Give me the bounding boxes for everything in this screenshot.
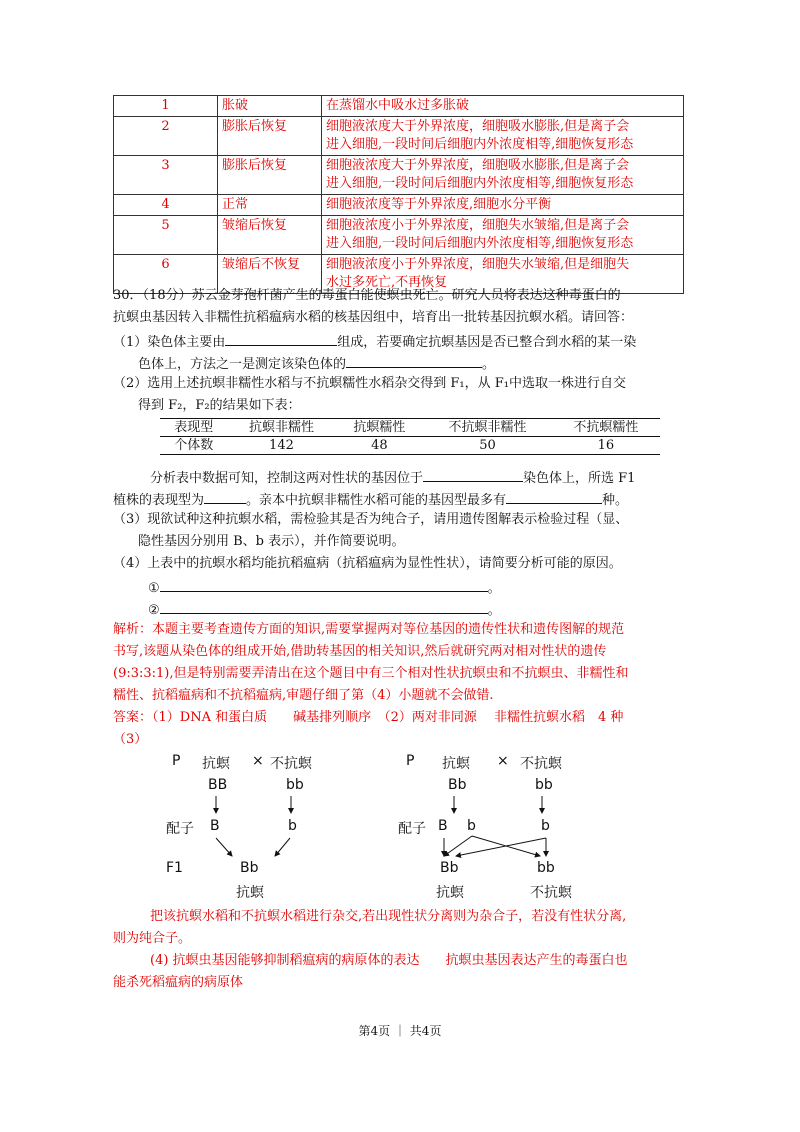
gamete-label: 配子 (166, 821, 194, 837)
reason-line: 细胞液浓度小于外界浓度，细胞失水皱缩,但是离子会 (326, 218, 630, 233)
gamete-b-dominant: B (210, 818, 220, 834)
part4-line-2: 能杀死稻瘟病的病原体 (113, 975, 244, 990)
answer-line-1: 答案：（1）DNA 和蛋白质 碱基排列顺序 （2）两对非同源 非糯性抗螟水稻 4 种 (113, 710, 624, 725)
page-footer: 第4页 ｜ 共4页 (358, 1024, 442, 1038)
cell-state: 膨胀后恢复 (218, 117, 322, 156)
offspring-1-genotype: Bb (440, 860, 459, 876)
offspring-1-phenotype: 抗螟 (436, 885, 464, 901)
row-number: 2 (114, 117, 218, 156)
phenotype-count: 16 (552, 437, 660, 455)
reason-line: 进入细胞,一段时间后细胞内外浓度相等,细胞恢复形态 (326, 176, 634, 191)
reason-line: 细胞液浓度小于外界浓度，细胞失水皱缩,但是细胞失 (326, 257, 630, 272)
gamete-label: 配子 (398, 821, 426, 837)
parent1-genotype: BB (208, 777, 228, 793)
gamete-b-recessive: b (541, 818, 550, 834)
row-number: 3 (114, 156, 218, 195)
cell-state: 胀破 (218, 96, 322, 117)
f1-label: F1 (166, 860, 183, 876)
phenotype-header: 抗螟非糯性 (227, 419, 335, 437)
f1-genotype: Bb (240, 860, 259, 876)
cell-state: 皱缩后恢复 (218, 216, 322, 255)
q30-line-12: ① 。 (148, 577, 501, 598)
reason-line: 细胞液浓度等于外界浓度,细胞水分平衡 (326, 197, 552, 212)
offspring-2-genotype: bb (537, 860, 555, 876)
row-number: 5 (114, 216, 218, 255)
analysis-line-2: 书写,该题从染色体的组成开始,借助转基因的相关知识,然后就研究两对相对性状的遗传 (113, 644, 607, 659)
row-number: 4 (114, 195, 218, 216)
q30-line-2: 抗螟虫基因转入非糯性抗稻瘟病水稻的核基因组中，培育出一批转基因抗螟水稻。请回答： (113, 310, 634, 325)
q30-line-3: （1）染色体主要由 组成，若要确定抗螟基因是否已整合到水稻的某一染 (113, 331, 636, 352)
cell-state: 皱缩后不恢复 (218, 255, 322, 294)
q30-line-13: ② 。 (148, 599, 501, 620)
parent1-genotype: Bb (448, 777, 467, 793)
conclusion-line-1: 把该抗螟水稻和不抗螟水稻进行杂交,若出现性状分离则为杂合子，若没有性状分离, (150, 909, 627, 924)
analysis-line-4: 糯性、抗稻瘟病和不抗稻瘟病,审题仔细了第（4）小题就不会做错. (113, 688, 494, 703)
reason-line: 细胞液浓度大于外界浓度，细胞吸水膨胀,但是离子会 (326, 158, 630, 173)
phenotype-count: 142 (227, 437, 335, 455)
row-number: 6 (114, 255, 218, 294)
phenotype-header: 表现型 (160, 419, 227, 437)
parent1-phenotype: 抗螟 (202, 756, 230, 772)
phenotype-header: 抗螟糯性 (336, 419, 424, 437)
answer-line-2: （3） (113, 732, 148, 747)
row-number: 1 (114, 96, 218, 117)
conclusion-line-2: 则为纯合子。 (113, 931, 192, 946)
q30-line-7: 分析表中数据可知，控制这两对性状的基因位于 染色体上，所选 F1 (150, 467, 635, 488)
q30-line-9: （3）现欲试种这种抗螟水稻，需检验其是否为纯合子，请用遗传图解表示检验过程（显、 (113, 512, 629, 527)
q30-line-8: 植株的表现型为 。亲本中抗螟非糯性水稻可能的基因型最多有 种。 (113, 489, 628, 510)
f1-phenotype: 抗螟 (236, 885, 264, 901)
parent2-phenotype: 不抗螟 (270, 756, 312, 772)
q30-line-11: （4）上表中的抗螟水稻均能抗稻瘟病（抗稻瘟病为显性性状），请简要分析可能的原因。 (113, 556, 622, 571)
generation-p-label: P (172, 753, 181, 769)
phenotype-header: 不抗螟非糯性 (423, 419, 552, 437)
gamete-b-recessive: b (467, 818, 476, 834)
phenotype-count: 48 (336, 437, 424, 455)
phenotype-count: 50 (423, 437, 552, 455)
cross-symbol: × (252, 753, 264, 769)
analysis-line-1: 解析：本题主要考查遗传方面的知识,需要掌握两对等位基因的遗传性状和遗传图解的规范 (113, 622, 625, 637)
q30-line-6: 得到 F₂，F₂的结果如下表： (138, 398, 301, 413)
parent2-phenotype: 不抗螟 (520, 756, 562, 772)
phenotype-header: 不抗螟糯性 (552, 419, 660, 437)
parent2-genotype: bb (286, 777, 304, 793)
offspring-2-phenotype: 不抗螟 (530, 885, 572, 901)
cell-state: 正常 (218, 195, 322, 216)
part4-line-1: (4) 抗螟虫基因能够抑制稻瘟病的病原体的表达 抗螟虫基因表达产生的毒蛋白也 (150, 953, 628, 968)
reason-line: 在蒸馏水中吸水过多胀破 (326, 98, 470, 113)
reason-line: 水过多死亡,不再恢复 (326, 275, 448, 290)
reason-line: 细胞液浓度大于外界浓度，细胞吸水膨胀,但是离子会 (326, 119, 630, 134)
q30-line-10: 隐性基因分别用 B、b 表示），并作简要说明。 (138, 534, 405, 549)
q30-line-4: 色体上，方法之一是测定该染色体的 。 (138, 353, 495, 374)
cross-symbol: × (497, 753, 509, 769)
cell-state: 膨胀后恢复 (218, 156, 322, 195)
reason-line: 进入细胞,一段时间后细胞内外浓度相等,细胞恢复形态 (326, 236, 634, 251)
generation-p-label: P (406, 753, 415, 769)
q30-line-5: （2）选用上述抗螟非糯性水稻与不抗螟糯性水稻杂交得到 F₁，从 F₁中选取一株进行自交 (113, 376, 626, 391)
phenotype-count: 个体数 (160, 437, 227, 455)
gamete-b-recessive: b (288, 818, 297, 834)
parent1-phenotype: 抗螟 (442, 756, 470, 772)
reason-line: 进入细胞,一段时间后细胞内外浓度相等,细胞恢复形态 (326, 137, 634, 152)
parent2-genotype: bb (535, 777, 553, 793)
gamete-b-dominant: B (438, 818, 448, 834)
q30-line-1: 30．（18分）苏云金芽孢杆菌产生的毒蛋白能使螟虫死亡。研究人员将表达这种毒蛋白的 (113, 288, 621, 303)
analysis-line-3: (9:3:3:1),但是特别需要弄清出在这个题目中有三个相对性状抗螟虫和不抗螟虫、非糯性和 (113, 666, 629, 681)
